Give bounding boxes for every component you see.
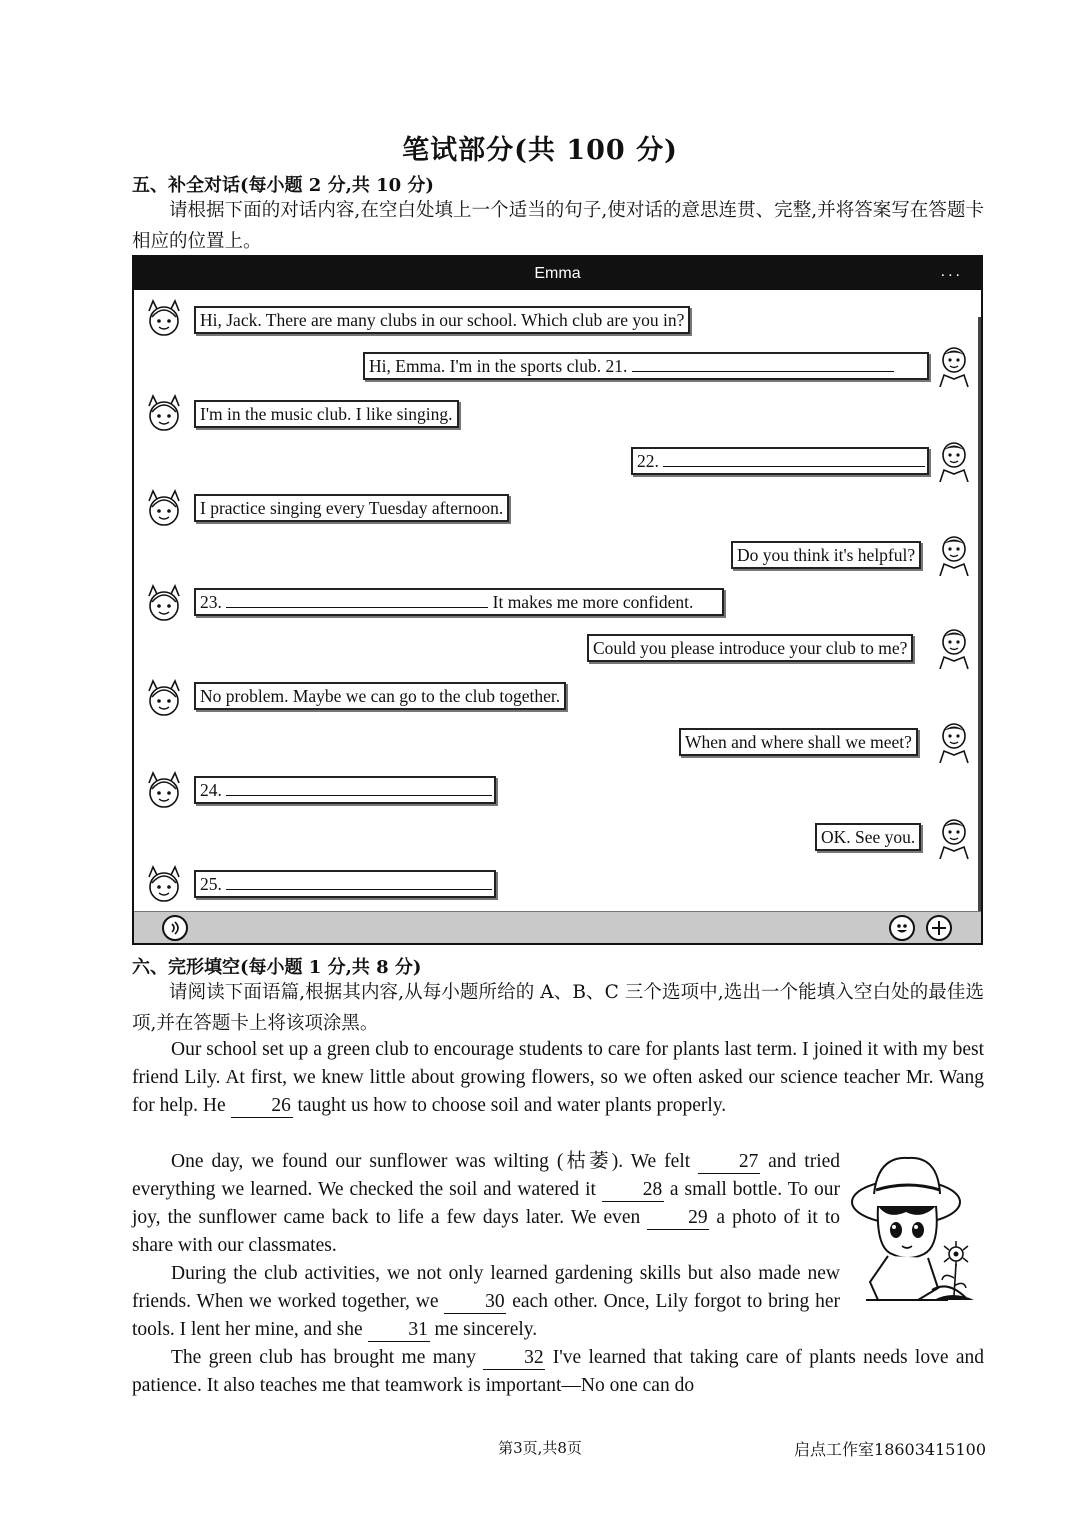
chat-message-left: I practice singing every Tuesday afternoon.: [194, 494, 509, 522]
section6-heading: 六、完形填空(每小题 1 分,共 8 分): [132, 957, 422, 978]
section5-instruction: 请根据下面的对话内容,在空白处填上一个适当的句子,使对话的意思连贯、完整,并将答案写在答题卡相应的位置上。: [132, 200, 984, 252]
girl-avatar-icon: [144, 582, 184, 624]
studio-credit: 启点工作室18603415100: [794, 1440, 986, 1459]
chat-message-left: 23. It makes me more confident.: [194, 588, 724, 616]
chat-message-right: Do you think it's helpful?: [731, 541, 921, 569]
answer-blank[interactable]: [226, 778, 492, 796]
blank-31[interactable]: 31: [368, 1319, 430, 1342]
passage-paragraph-2: One day, we found our sunflower was wilting (枯萎). We felt 27 and tried everything we learned. We checked the soil and watered it 28 a small bottle. To our joy, the sunflower came back to life a few days later. We even 29 a photo of it to share with our classmates.: [132, 1151, 841, 1256]
chat-input-bar: [134, 911, 981, 943]
answer-blank[interactable]: [663, 449, 925, 467]
girl-avatar-icon: [144, 392, 184, 434]
answer-blank[interactable]: [226, 872, 492, 890]
passage-paragraph-3: During the club activities, we not only learned gardening skills but also made new friends. When we worked together, we 30 each other. Once, Lily forgot to bring her tools. I lent her mine, and she 31 me sincerely.: [132, 1263, 841, 1340]
chat-message-right: Could you please introduce your club to me?: [587, 634, 913, 662]
blank-27[interactable]: 27: [698, 1151, 760, 1174]
boy-avatar-icon: [934, 817, 974, 859]
answer-blank[interactable]: [226, 590, 488, 608]
chat-window: [132, 255, 983, 945]
chat-header: Emma: [134, 257, 981, 290]
plus-icon[interactable]: [926, 915, 952, 941]
more-icon[interactable]: ...: [940, 263, 963, 280]
blank-29[interactable]: 29: [647, 1207, 709, 1230]
girl-avatar-icon: [144, 677, 184, 719]
chat-message-left: 25.: [194, 870, 496, 898]
chat-scrollbar: [978, 317, 981, 937]
chat-message-left: No problem. Maybe we can go to the club together.: [194, 682, 566, 710]
girl-avatar-icon: [144, 297, 184, 339]
girl-avatar-icon: [144, 487, 184, 529]
boy-avatar-icon: [934, 627, 974, 669]
blank-30[interactable]: 30: [444, 1291, 506, 1314]
page-title: 笔试部分(共 100 分): [402, 135, 678, 166]
chat-message-right: When and where shall we meet?: [679, 728, 918, 756]
girl-avatar-icon: [144, 863, 184, 905]
chat-message-right: Hi, Emma. I'm in the sports club. 21.: [363, 352, 929, 380]
chat-message-right: 22.: [631, 447, 929, 475]
answer-blank[interactable]: [632, 354, 894, 372]
blank-32[interactable]: 32: [483, 1347, 545, 1370]
boy-avatar-icon: [934, 721, 974, 763]
girl-gardening-illustration: [848, 1150, 980, 1308]
chat-message-left: Hi, Jack. There are many clubs in our school. Which club are you in?: [194, 306, 690, 334]
chat-message-left: I'm in the music club. I like singing.: [194, 400, 459, 428]
passage-paragraph-4: The green club has brought me many 32 I've learned that taking care of plants needs love and patience. It also teaches me that teamwork is important—No one can do: [132, 1347, 984, 1396]
blank-28[interactable]: 28: [602, 1179, 664, 1202]
smiley-icon[interactable]: [889, 915, 915, 941]
boy-avatar-icon: [934, 345, 974, 387]
passage-paragraph-1: Our school set up a green club to encourage students to care for plants last term. I joined it with my best friend Lily. At first, we knew little about growing flowers, so we often asked our science teacher Mr. Wang for help. He 26 taught us how to choose soil and water plants properly.: [132, 1039, 984, 1116]
section6-instruction: 请阅读下面语篇,根据其内容,从每小题所给的 A、B、C 三个选项中,选出一个能填入空白处的最佳选项,并在答题卡上将该项涂黑。: [132, 982, 984, 1034]
chat-message-right: OK. See you.: [815, 823, 921, 851]
page-number: 第3页,共8页: [498, 1439, 582, 1457]
girl-avatar-icon: [144, 769, 184, 811]
chat-message-left: 24.: [194, 776, 496, 804]
blank-26[interactable]: 26: [231, 1095, 293, 1118]
section5-heading: 五、补全对话(每小题 2 分,共 10 分): [132, 175, 434, 196]
voice-icon[interactable]: [162, 915, 188, 941]
boy-avatar-icon: [934, 440, 974, 482]
boy-avatar-icon: [934, 534, 974, 576]
